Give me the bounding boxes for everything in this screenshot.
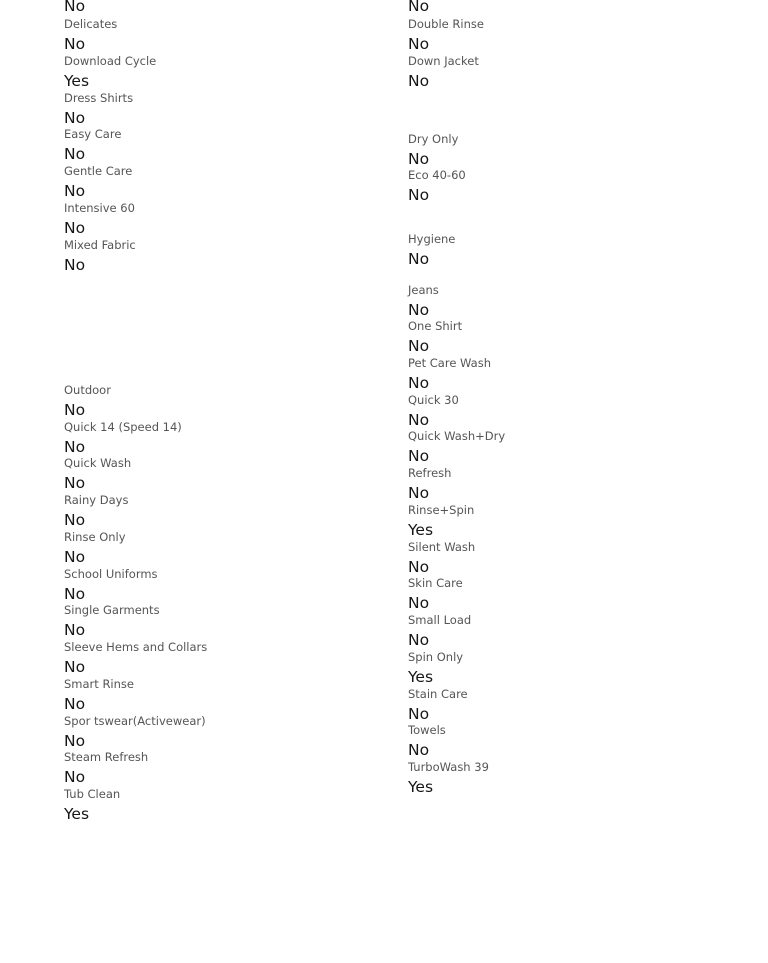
- spec-value: Yes: [64, 805, 90, 823]
- spec-label: Jeans: [408, 283, 439, 297]
- spec-value: No: [408, 35, 430, 53]
- spec-item: [64, 677, 134, 714]
- spec-label: Dry Only: [408, 132, 459, 146]
- spec-value: No: [64, 109, 86, 127]
- right-top-value: No: [408, 0, 430, 15]
- spec-value: No: [408, 150, 430, 168]
- spec-label: Quick Wash: [64, 456, 132, 470]
- spec-label: Sleeve Hems and Collars: [64, 640, 208, 654]
- spec-label: Silent Wash: [408, 540, 476, 554]
- spec-value: No: [64, 401, 86, 419]
- spec-value: No: [408, 558, 430, 576]
- spec-value: No: [64, 732, 86, 750]
- spec-label: One Shirt: [408, 319, 463, 333]
- spec-label: Steam Refresh: [64, 750, 149, 764]
- spec-value: No: [64, 219, 86, 237]
- spec-value: No: [64, 182, 86, 200]
- spec-item: [408, 393, 459, 430]
- spec-value: Yes: [64, 72, 90, 90]
- spec-item: [408, 650, 463, 687]
- spec-value: No: [64, 145, 86, 163]
- spec-value: No: [408, 337, 430, 355]
- spec-label: Skin Care: [408, 576, 463, 590]
- spec-item: [408, 232, 455, 269]
- spec-item: [64, 456, 131, 493]
- spec-item: [64, 787, 120, 824]
- spec-label: TurboWash 39: [408, 760, 489, 774]
- spec-value: No: [408, 374, 430, 392]
- spec-label: Pet Care Wash: [408, 356, 492, 370]
- spec-item: [64, 383, 111, 420]
- spec-value: No: [64, 438, 86, 456]
- spec-value: No: [64, 695, 86, 713]
- spec-value: No: [408, 484, 430, 502]
- spec-label: Delicates: [64, 17, 118, 31]
- spec-label: Smart Rinse: [64, 677, 134, 691]
- spec-value: No: [408, 594, 430, 612]
- spec-value: No: [64, 474, 86, 492]
- spec-label: Gentle Care: [64, 164, 133, 178]
- spec-item: [64, 567, 158, 604]
- spec-item: [408, 503, 474, 540]
- spec-item: [408, 319, 462, 356]
- spec-label: Tub Clean: [64, 787, 121, 801]
- spec-label: Spor tswear(Activewear): [64, 714, 206, 728]
- spec-label: Download Cycle: [64, 54, 157, 68]
- spec-item: [408, 132, 458, 169]
- left-top-value: No: [64, 0, 86, 15]
- spec-item: [64, 493, 128, 530]
- spec-label: Spin Only: [408, 650, 464, 664]
- spec-item: [408, 540, 475, 577]
- spec-item: [64, 420, 182, 457]
- spec-item: [64, 750, 148, 787]
- spec-label: Quick 30: [408, 393, 459, 407]
- spec-label: Stain Care: [408, 687, 468, 701]
- spec-item: [64, 17, 117, 54]
- spec-label: Double Rinse: [408, 17, 484, 31]
- spec-item: [64, 603, 160, 640]
- spec-item: [408, 723, 446, 760]
- spec-item: [64, 91, 133, 128]
- spec-label: Towels: [408, 723, 446, 737]
- spec-item: [408, 687, 468, 724]
- spec-label: Easy Care: [64, 127, 122, 141]
- spec-label: Mixed Fabric: [64, 238, 136, 252]
- spec-item: [408, 576, 463, 613]
- spec-value: No: [64, 768, 86, 786]
- spec-value: No: [64, 256, 86, 274]
- spec-item: [408, 466, 451, 503]
- spec-value: No: [408, 301, 430, 319]
- spec-value: No: [408, 705, 430, 723]
- spec-label: Hygiene: [408, 232, 456, 246]
- spec-label: Eco 40-60: [408, 168, 466, 182]
- spec-item: [64, 714, 206, 751]
- spec-value: No: [64, 548, 86, 566]
- spec-label: Down Jacket: [408, 54, 479, 68]
- spec-label: Small Load: [408, 613, 472, 627]
- spec-label: School Uniforms: [64, 567, 158, 581]
- spec-value: No: [408, 447, 430, 465]
- spec-value: No: [408, 250, 430, 268]
- spec-item: [64, 238, 136, 275]
- spec-item: [408, 17, 484, 54]
- spec-label: Rinse Only: [64, 530, 126, 544]
- spec-value: No: [64, 511, 86, 529]
- spec-value: Yes: [408, 521, 434, 539]
- spec-label: Single Garments: [64, 603, 160, 617]
- spec-label: Dress Shirts: [64, 91, 134, 105]
- spec-item: [408, 283, 439, 320]
- spec-item: [64, 640, 207, 677]
- spec-item: [408, 613, 471, 650]
- spec-label: Refresh: [408, 466, 452, 480]
- spec-value: Yes: [408, 668, 434, 686]
- spec-value: No: [408, 631, 430, 649]
- spec-item: [408, 429, 505, 466]
- spec-item: [408, 356, 491, 393]
- spec-item: [64, 54, 156, 91]
- spec-item: [64, 164, 132, 201]
- spec-label: Intensive 60: [64, 201, 135, 215]
- spec-item: [408, 168, 466, 205]
- spec-value: No: [408, 186, 430, 204]
- spec-label: Quick 14 (Speed 14): [64, 420, 182, 434]
- spec-label: Rainy Days: [64, 493, 129, 507]
- spec-value: No: [408, 411, 430, 429]
- spec-value: No: [64, 621, 86, 639]
- spec-value: No: [408, 741, 430, 759]
- spec-value: No: [408, 72, 430, 90]
- spec-item: [64, 530, 126, 567]
- spec-value: No: [64, 35, 86, 53]
- spec-value: No: [64, 658, 86, 676]
- spec-item: [64, 201, 135, 238]
- spec-label: Rinse+Spin: [408, 503, 475, 517]
- spec-label: Quick Wash+Dry: [408, 429, 506, 443]
- spec-label: Outdoor: [64, 383, 111, 397]
- spec-value: No: [64, 585, 86, 603]
- spec-item: [64, 127, 121, 164]
- spec-value: Yes: [408, 778, 434, 796]
- spec-item: [408, 54, 479, 91]
- spec-item: [408, 760, 489, 797]
